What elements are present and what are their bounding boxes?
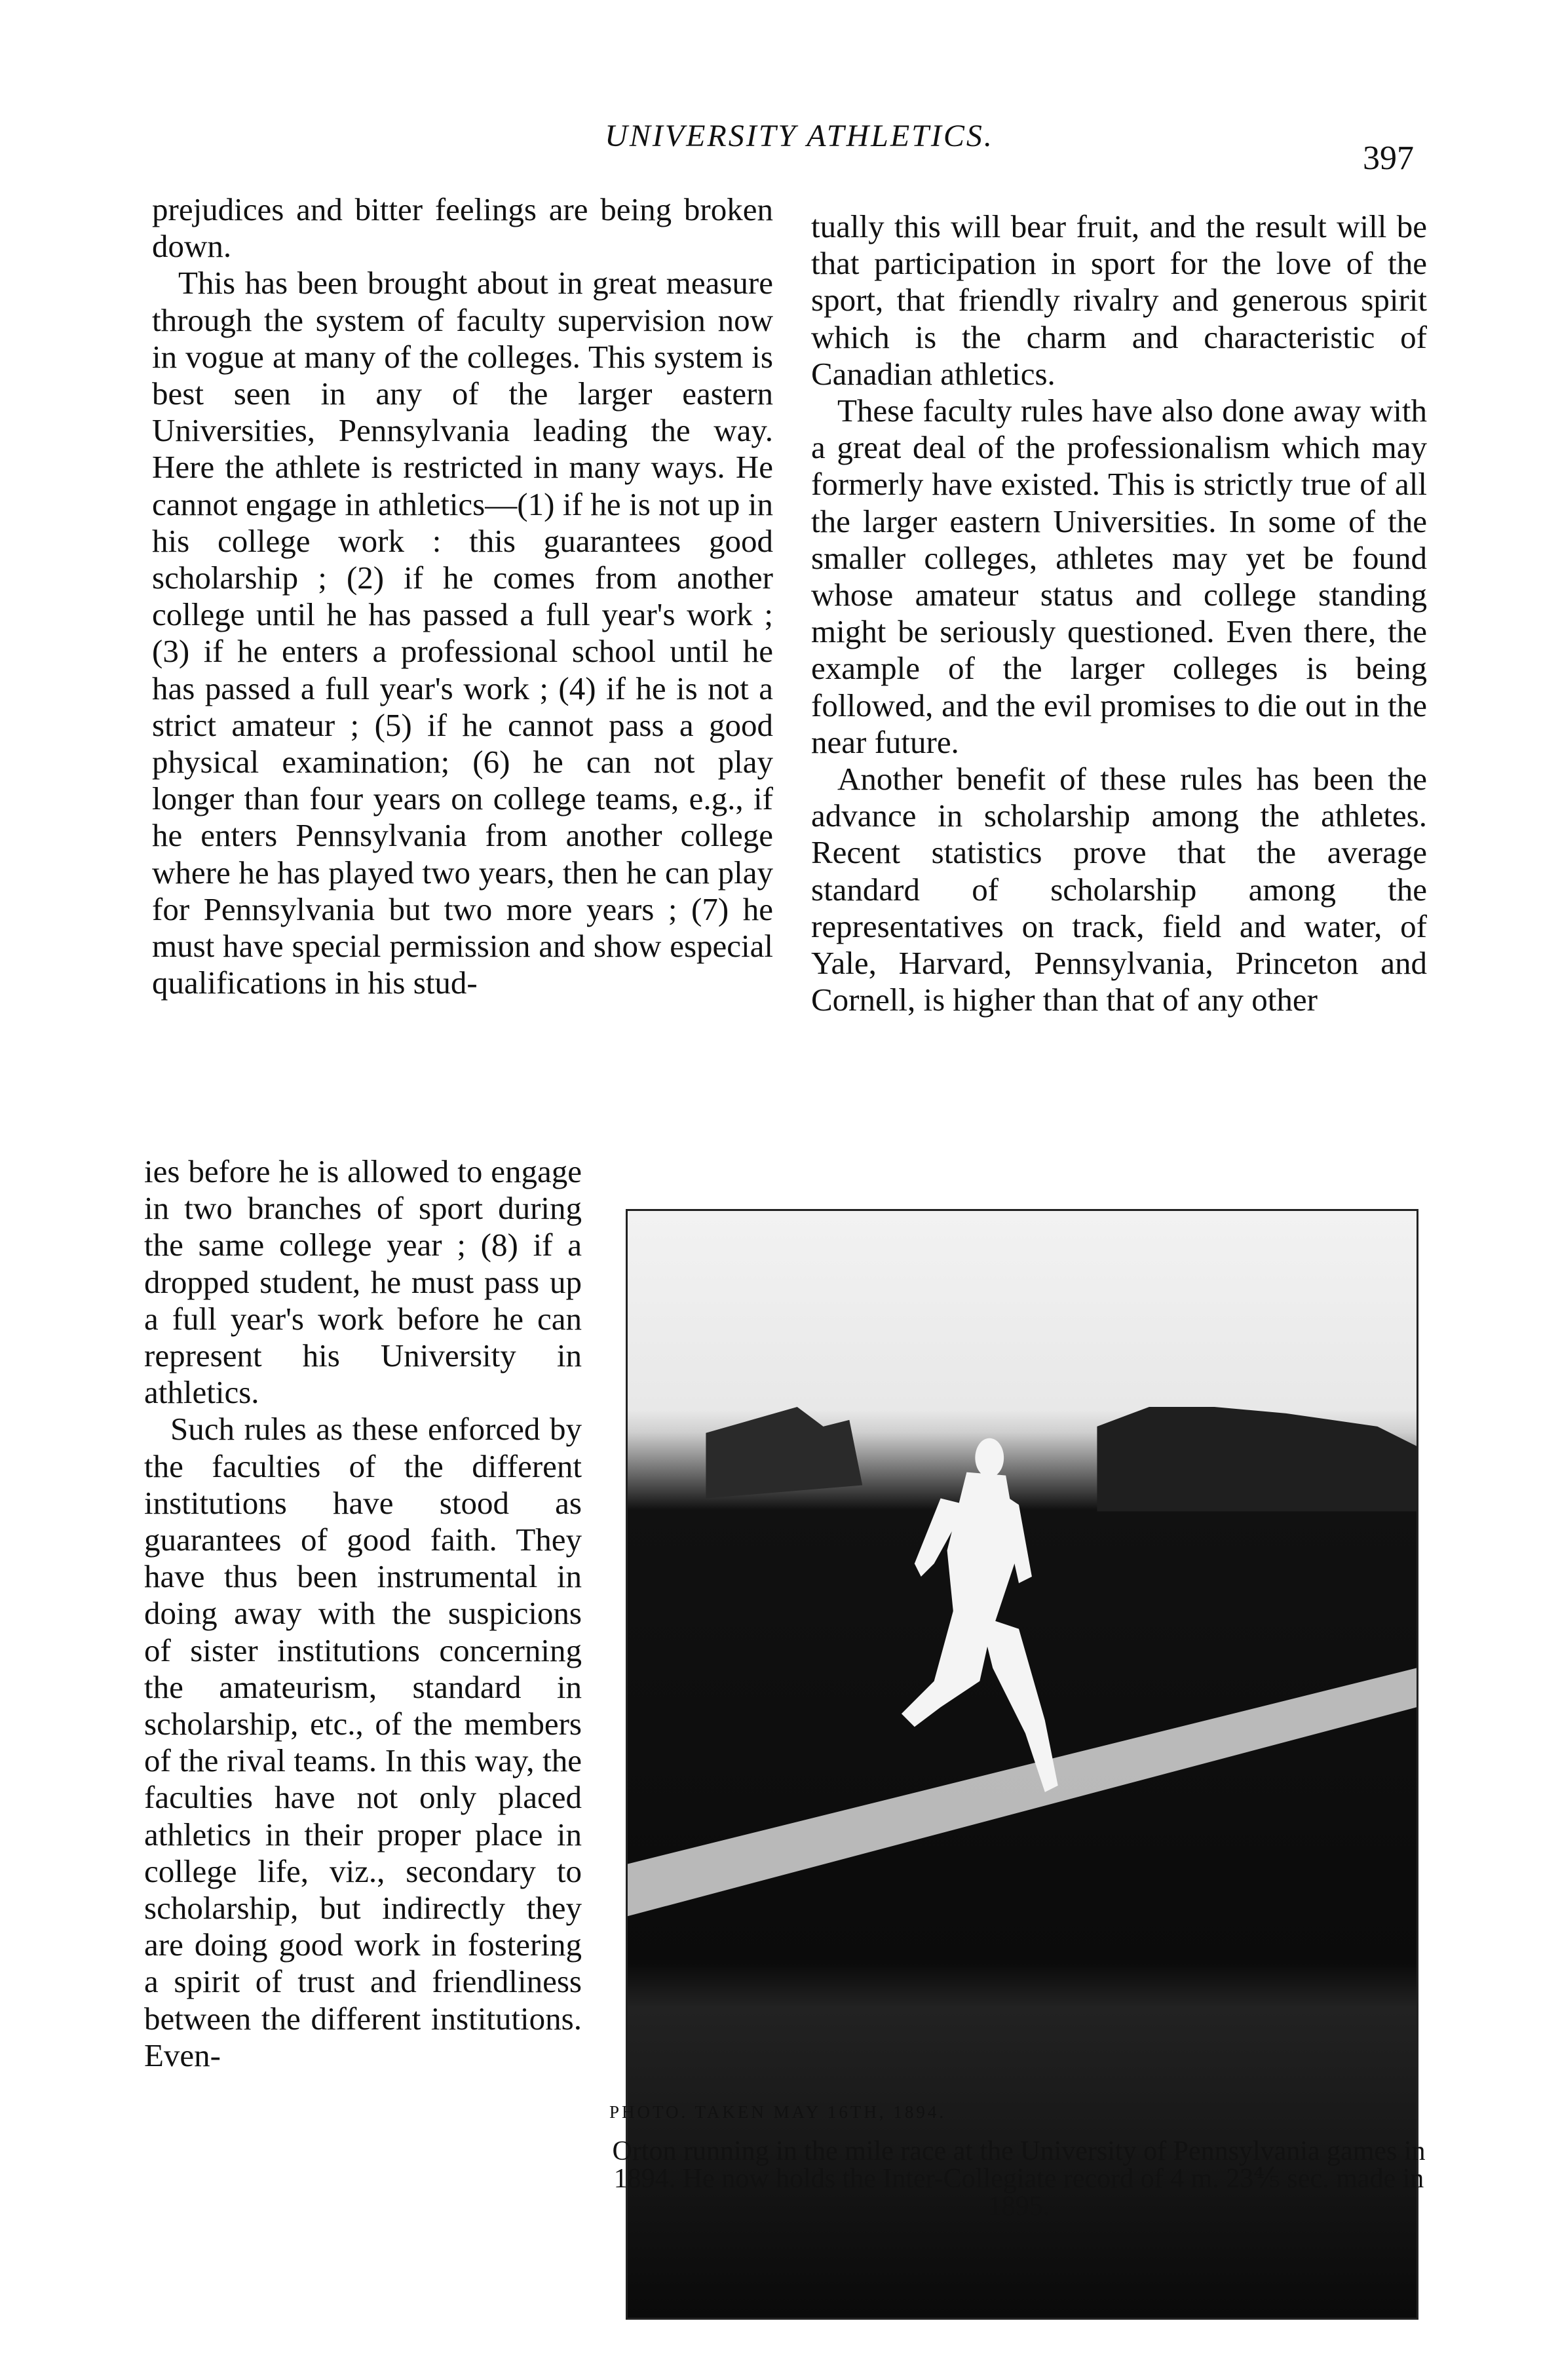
paragraph: Such rules as these enforced by the faculties of the different institutions have stood as guarantees of good faith. They have thus been instrumental in doing away with the suspicions of sister institutions concerning the amateurism, standard in scholarship, etc., of the members of the rival teams. In this way, the faculties have not only placed athletics in their proper place in college life, viz., secondary to scholarship, but indirectly they are doing good work in fostering a spirit of trust and friendliness between the different institutions. Even- bbox=[144, 1411, 582, 2073]
paragraph: ies before he is allowed to engage in two branches of sport during the same college year ; (8) if a dropped student, he must pass up a full year's work before he can represent his University in athletics. bbox=[144, 1153, 582, 1411]
paragraph: prejudices and bitter feelings are being broken down. bbox=[152, 191, 773, 265]
running-head: UNIVERSITY ATHLETICS. bbox=[605, 119, 994, 153]
left-column-lower bbox=[144, 1153, 582, 2074]
background-building-right bbox=[1097, 1407, 1417, 1511]
photo-credit: PHOTO. TAKEN MAY 16TH, 1894. bbox=[609, 2102, 947, 2122]
paragraph: tually this will bear fruit, and the result will be that participation in sport for the love of the sport, that friendly rivalry and generous spirit which is the charm and characteristic of Canadian athletics. bbox=[811, 208, 1427, 392]
left-column-upper bbox=[152, 191, 773, 1001]
paragraph: These faculty rules have also done away with a great deal of the professionalism which may formerly have existed. This is strictly true of all the larger eastern Universities. In some of the smaller colleges, athletes may yet be found whose amateur status and college standing might be seriously questioned. Even there, the example of the larger colleges is being followed, and the evil promises to die out in the near future. bbox=[811, 393, 1427, 760]
paragraph: This has been brought about in great measure through the system of faculty supervision now in vogue at many of the colleges. This system is best seen in any of the larger eastern Universities, Pennsylvania leading the way. Here the athlete is restricted in many ways. He cannot engage in athletics—(1) if he is not up in his college work : this guarantees good scholarship ; (2) if he comes from another college until he has passed a full year's work ; (3) if he enters a professional school until he has passed a full year's work ; (4) if he is not a strict amateur ; (5) if he cannot pass a good physical examination; (6) he can not play longer than four years on college teams, e.g., if he enters Pennsylvania from another college where he has played two years, then he can play for Pennsylvania but two more years ; (7) he must have special permission and show especial qualifications in his stud- bbox=[152, 265, 773, 1001]
page-number: 397 bbox=[1363, 140, 1414, 177]
runner-figure bbox=[902, 1438, 1058, 1792]
photo-caption: Orton running in the mile race at the University of Pennsylvania games in 1894. He now holds the Inter-Collegiate record of 4 m. 23⅘ sec. made in 1895. bbox=[612, 2136, 1426, 2221]
background-building-left bbox=[706, 1407, 862, 1499]
right-column bbox=[811, 208, 1427, 1018]
paragraph: Another benefit of these rules has been the advance in scholarship among the athletes. Recent statistics prove that the average standard of scholarship among the representatives on track, field and water, of Yale, Harvard, Pennsylvania, Princeton and Cornell, is higher than that of any other bbox=[811, 761, 1427, 1018]
